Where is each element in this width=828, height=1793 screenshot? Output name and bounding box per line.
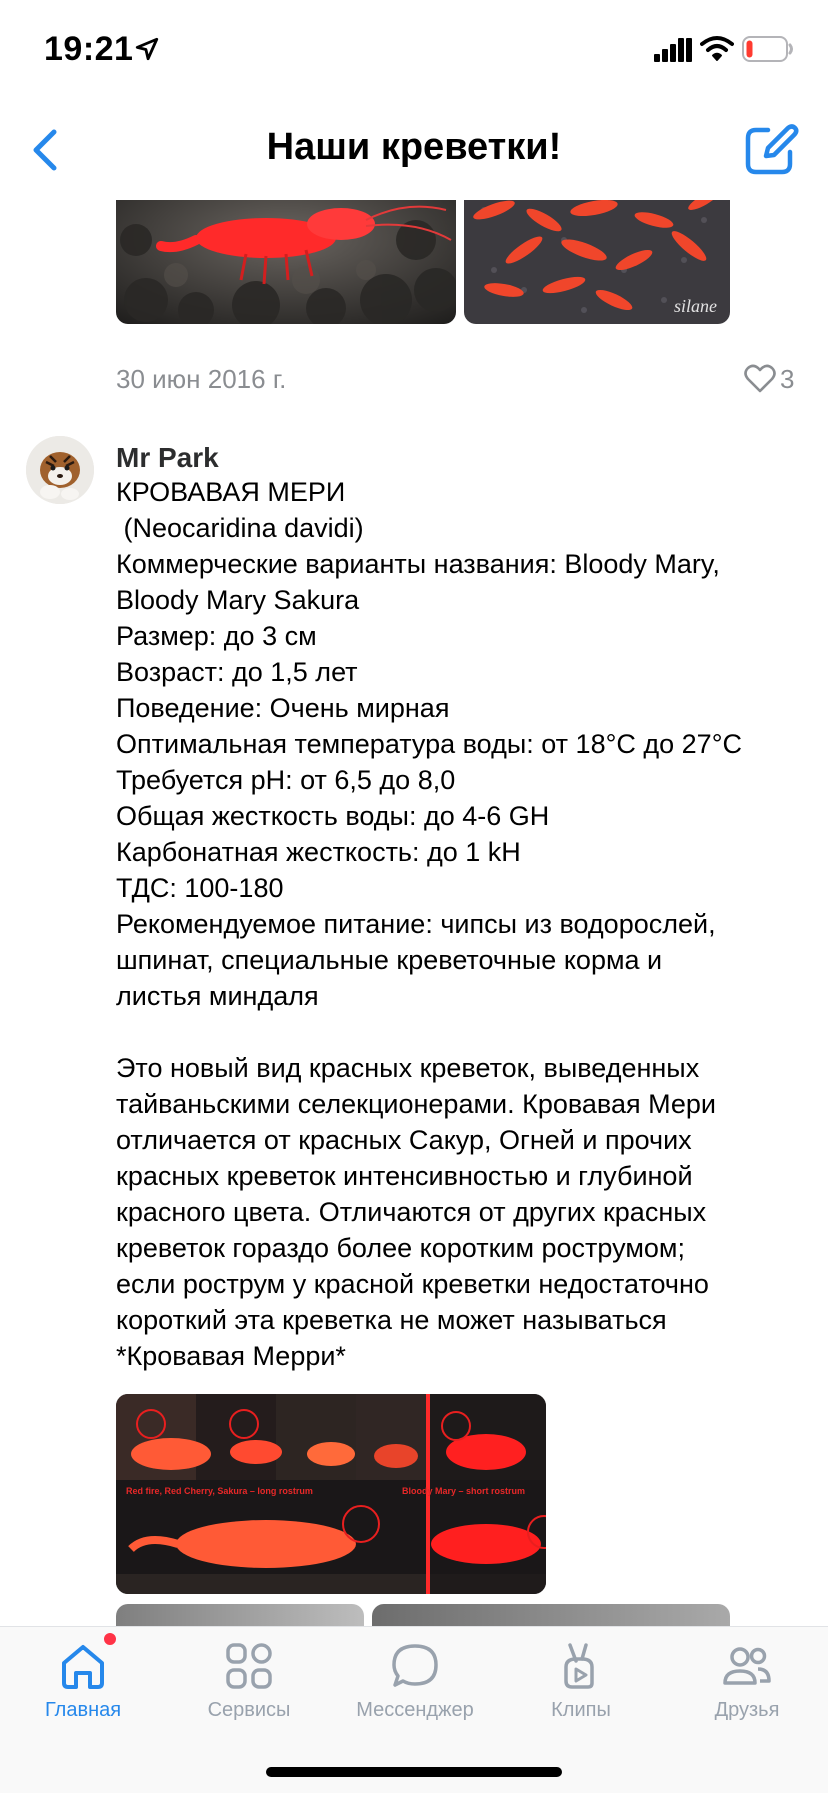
comparison-caption-left: Red fire, Red Cherry, Sakura – long rostrum — [126, 1486, 313, 1496]
battery-icon — [742, 36, 794, 62]
photo-watermark: silane — [674, 296, 717, 316]
comparison-caption-right: Bloody Mary – short rostrum — [402, 1486, 526, 1496]
comment-author[interactable]: Mr Park — [116, 442, 219, 473]
post-photo-shrimp-2[interactable] — [464, 200, 730, 324]
tab-label-messenger: Мессенджер — [356, 1699, 474, 1721]
nav-bar — [0, 100, 828, 200]
like-count: 3 — [780, 364, 795, 394]
status-bar — [0, 0, 828, 100]
status-time: 19:21 — [44, 30, 134, 68]
wifi-icon — [700, 34, 734, 62]
comment-photo-4[interactable] — [372, 1604, 730, 1626]
page-title: Наши креветки! — [266, 126, 562, 168]
tab-friends[interactable] — [664, 1627, 828, 1747]
clips-icon — [556, 1641, 606, 1691]
tab-clips[interactable] — [498, 1627, 664, 1747]
shrimp-group-photo-image — [464, 200, 730, 324]
tab-messenger[interactable] — [332, 1627, 498, 1747]
comment-text: КРОВАВАЯ МЕРИ (Neocaridina davidi) Коммерческие варианты названия: Bloody Mary, Bloody Mary Sakura Размер: до 3 см Возраст: до 1,5 лет Поведение: Очень мирная Оптимальная температура воды: от 18°С до 27°С Требуется pH: от 6,5 до 8,0 Общая жесткость воды: до 4-6 GH Карбонатная жесткость: до 1 kH ТДС: 100-180 Рекомендуемое питание: чипсы из водорослей, шпинат, специальные креветочные корма и листья миндаля Это новый вид красных креветок, выведенных тайваньскими селекционерами. Кровавая Мери отличается от красных Сакур, Огней и прочих красных креветок интенсивностью и глубиной красного цвета. Отличаются от других красных креветок гораздо более коротким рострумом; если рострум у красной креветки недостаточно короткий эта креветка не может называться *Кровавая Мерри* — [116, 477, 742, 1371]
messenger-icon — [390, 1641, 440, 1691]
tab-home[interactable] — [0, 1627, 166, 1747]
comment-photo-comparison[interactable] — [116, 1394, 546, 1594]
compose-button[interactable] — [738, 118, 802, 182]
shrimp-photo-image — [116, 200, 456, 324]
tab-bar — [0, 1626, 828, 1793]
rostrum-comparison-image — [116, 1394, 546, 1594]
comment-photo-3[interactable] — [116, 1604, 364, 1626]
avatar[interactable] — [26, 436, 94, 504]
cellular-signal-icon — [654, 38, 692, 62]
location-arrow-icon — [134, 36, 160, 62]
heart-icon — [744, 364, 776, 394]
post-photo-shrimp-1[interactable] — [116, 200, 456, 324]
services-icon — [224, 1641, 274, 1691]
notification-badge — [102, 1631, 118, 1647]
home-indicator[interactable] — [266, 1767, 562, 1777]
tab-label-services: Сервисы — [207, 1699, 291, 1721]
tab-services[interactable] — [166, 1627, 332, 1747]
home-icon — [58, 1641, 108, 1691]
tab-label-clips: Клипы — [551, 1699, 611, 1721]
friends-icon — [722, 1641, 772, 1691]
tiger-avatar-image — [26, 436, 94, 504]
post-date: 30 июн 2016 г. — [116, 364, 287, 394]
tab-label-home: Главная — [44, 1699, 122, 1721]
like-button[interactable] — [744, 360, 804, 400]
comments-feed[interactable] — [0, 200, 828, 1626]
tab-label-friends: Друзья — [714, 1699, 780, 1721]
